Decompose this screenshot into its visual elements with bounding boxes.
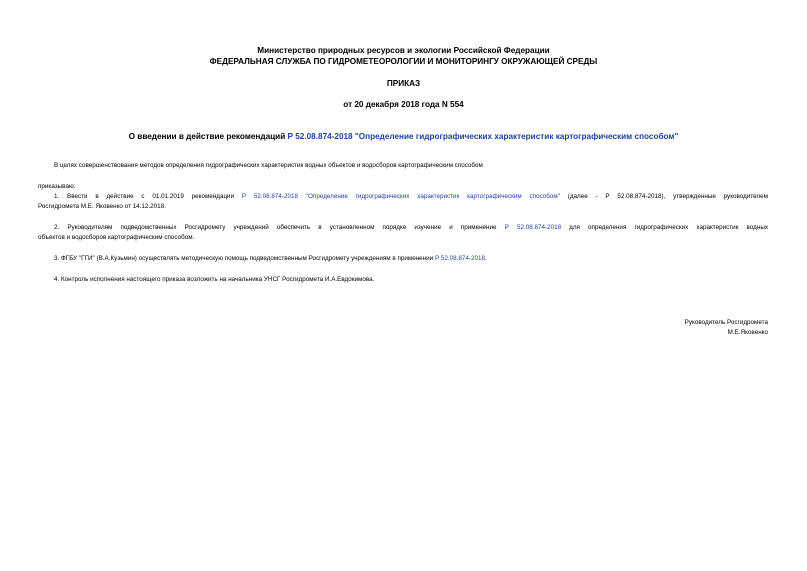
order-item-4: 4. Контроль исполнения настоящего приказа возложить на начальника УНСГ Росгидромета И.А.Евдокимова. (54, 276, 375, 283)
order-item-1-line1 (38, 192, 768, 202)
order-item-3-link[interactable]: Р 52.08.874-2018 (434, 255, 486, 262)
order-item-1-link[interactable]: Р 52.08.874-2018 "Определение гидрографических характеристик картографическим способом" (241, 193, 560, 200)
order-item-2-link[interactable]: Р 52.08.874-2018 (504, 224, 562, 231)
doc-title-link[interactable]: Р 52.08.874-2018 "Определение гидрографических характеристик картографическим способом" (287, 132, 679, 141)
ministry-name: Министерство природных ресурсов и экологии Российской Федерации (257, 46, 550, 55)
order-item-3-before: 3. ФГБУ "ГГИ" (В.А.Кузьмин) осуществлять методическую помощь подведомственным Росгидромету учреждениям в применении (54, 255, 435, 262)
order-item-1-line2: Росгидромета М.Е. Яковенко от 14.12.2018. (38, 203, 166, 210)
order-word: приказываю: (38, 183, 76, 190)
order-item-2-line1 (38, 223, 768, 233)
signature-name: М.Е.Яковенко (727, 329, 768, 336)
service-name: ФЕДЕРАЛЬНАЯ СЛУЖБА ПО ГИДРОМЕТЕОРОЛОГИИ И МОНИТОРИНГУ ОКРУЖАЮЩЕЙ СРЕДЫ (209, 57, 598, 66)
order-item-2-before: 2. Руководителям подведомственных Росгидромету учреждений обеспечить в установленном порядке изучение и применение (54, 224, 505, 231)
order-item-2-after: для определения гидрографических характеристик водных (561, 224, 768, 231)
doc-title-prefix: О введении в действие рекомендаций (128, 132, 288, 141)
order-item-2 (38, 223, 768, 243)
doc-type: ПРИКАЗ (386, 79, 421, 88)
signature-position: Руководитель Росгидромета (684, 319, 768, 326)
order-item-2-line2: объектов и водосборов картографическим способом. (38, 234, 195, 241)
doc-title (0, 132, 807, 142)
doc-date-number: от 20 декабря 2018 года N 554 (343, 100, 464, 109)
order-item-1 (38, 192, 768, 212)
order-item-1-after: (далее - Р 52.08.874-2018), утвержденные руководителем (559, 193, 768, 200)
order-item-3 (54, 254, 487, 264)
order-item-3-after: . (485, 255, 487, 262)
order-item-1-before: 1. Ввести в действие с 01.01.2019 рекомендации (54, 193, 242, 200)
intro-paragraph: В целях совершенствования методов определения гидрографических характеристик водных объектов и водосборов картографическим способом (54, 162, 483, 169)
